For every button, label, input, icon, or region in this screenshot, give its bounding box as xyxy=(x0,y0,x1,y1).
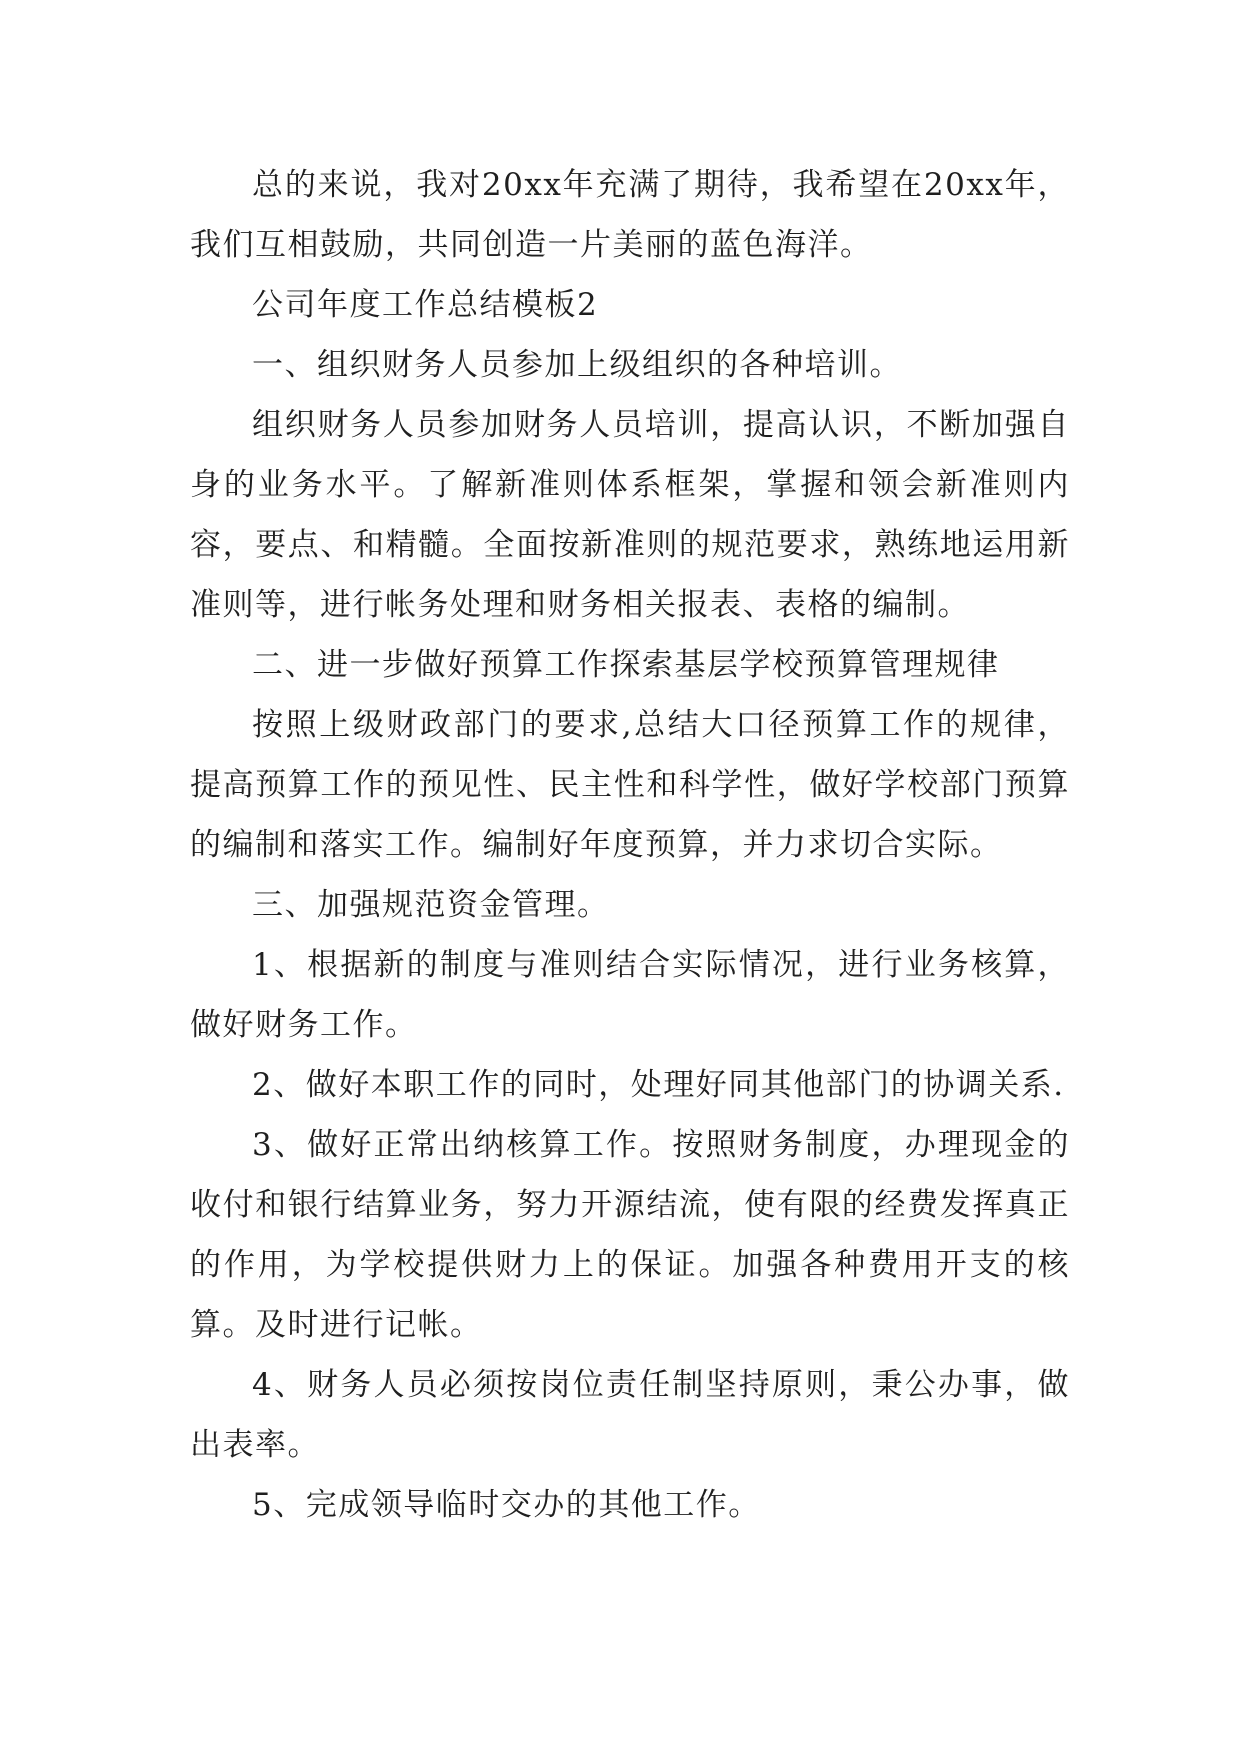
paragraph-budget: 按照上级财政部门的要求,总结大口径预算工作的规律，提高预算工作的预见性、民主性和科学性，做好学校部门预算的编制和落实工作。编制好年度预算，并力求切合实际。 xyxy=(190,707,1070,863)
heading-training: 一、组织财务人员参加上级组织的各种培训。 xyxy=(252,347,902,383)
list-item-1: 1、根据新的制度与准则结合实际情况，进行业务核算，做好财务工作。 xyxy=(190,947,1070,1043)
heading-budget: 二、进一步做好预算工作探索基层学校预算管理规律 xyxy=(252,647,1000,683)
section-title: 公司年度工作总结模板2 xyxy=(252,287,599,323)
list-item-3: 3、做好正常出纳核算工作。按照财务制度，办理现金的收付和银行结算业务，努力开源结流，使有限的经费发挥真正的作用，为学校提供财力上的保证。加强各种费用开支的核算。及时进行记帐。 xyxy=(190,1127,1070,1343)
document-body xyxy=(190,155,1070,1535)
heading-funds: 三、加强规范资金管理。 xyxy=(252,887,610,923)
list-item-5: 5、完成领导临时交办的其他工作。 xyxy=(252,1487,761,1523)
paragraph-training: 组织财务人员参加财务人员培训，提高认识，不断加强自身的业务水平。了解新准则体系框架，掌握和领会新准则内容，要点、和精髓。全面按新准则的规范要求，熟练地运用新准则等，进行帐务处理和财务相关报表、表格的编制。 xyxy=(190,407,1070,623)
list-item-4: 4、财务人员必须按岗位责任制坚持原则，秉公办事，做出表率。 xyxy=(190,1367,1070,1463)
list-item-2: 2、做好本职工作的同时，处理好同其他部门的协调关系. xyxy=(252,1067,1065,1103)
paragraph-conclusion: 总的来说，我对20xx年充满了期待，我希望在20xx年，我们互相鼓励，共同创造一片美丽的蓝色海洋。 xyxy=(190,167,1070,263)
